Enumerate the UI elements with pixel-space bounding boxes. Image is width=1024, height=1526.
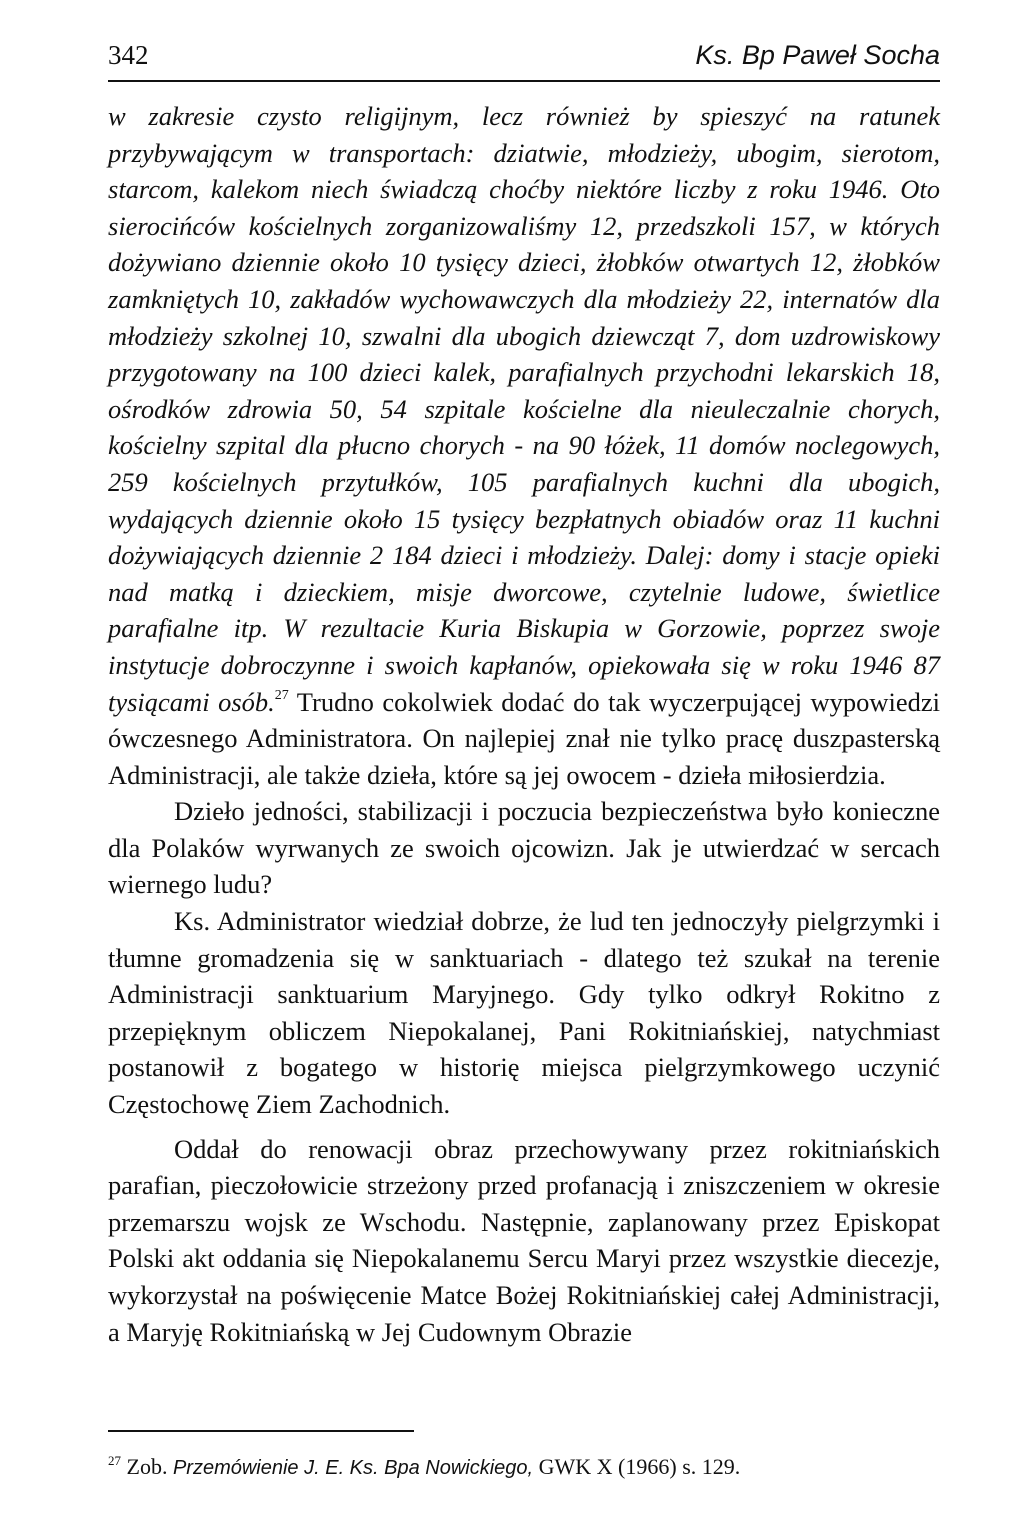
footnote-title: Przemówienie J. E. Ks. Bpa Nowickiego, <box>172 1457 534 1479</box>
footnote-number: 27 <box>108 1453 121 1468</box>
footnote-rule <box>108 1430 414 1432</box>
running-head: Ks. Bp Paweł Socha <box>695 40 940 70</box>
paragraph-4: Oddał do renowacji obraz przechowywany przez rokitniańskich parafian, pieczołowicie strzeżony przed profanacją i zniszczeniem w okresie przemarszu wojsk ze Wschodu. Następnie, zaplanowany przez Episkopat Polski akt oddania się Niepokalanemu Sercu Maryi przez wszystkie diecezje, wykorzystał na poświęcenie Matce Bożej Rokitniańskiej całej Administracji, a Maryję Rokitniańską w Jej Cudownym Obrazie <box>108 1133 940 1347</box>
header-rule <box>108 80 940 82</box>
paragraph-1 <box>108 98 940 793</box>
footnote-reference: 27 <box>274 687 289 703</box>
page-number: 342 <box>108 40 149 70</box>
paragraph-2: Dzieło jedności, stabilizacji i poczucia bezpieczeństwa było konieczne dla Polaków wyrwanych ze swoich ojcowizn. Jak je utwierdzać w sercach wiernego ludu? <box>108 796 940 900</box>
footnote <box>108 1453 940 1482</box>
page-header <box>108 40 940 76</box>
paragraph-1-continuation: Trudno cokolwiek dodać do tak wyczerpującej wypowiedzi ówczesnego Administratora. On najlepiej znał nie tylko pracę duszpasterską Administracji, ale także dzieła, które są jej owocem - dzieła miłosierdzia. <box>108 686 941 790</box>
main-text <box>108 98 940 1350</box>
footnote-prefix: Zob. <box>126 1454 173 1479</box>
quoted-passage: w zakresie czysto religijnym, lecz również by spieszyć na ratunek przybywającym w transportach: dziatwie, młodzieży, ubogim, sierotom, starcom, kalekom niech świadczą choćby niektóre liczby z roku 1946. Oto sierocińców kościelnych zorganizowaliśmy 12, przedszkoli 157, w których dożywiano dziennie około 10 tysięcy dzieci, żłobków otwartych 12, żłobków zamkniętych 10, zakładów wychowawczych dla młodzieży 22, internatów dla młodzieży szkolnej 10, szwalni dla ubogich dziewcząt 7, dom uzdrowiskowy przygotowany na 100 dzieci kalek, parafialnych przychodni lekarskich 18, ośrodków zdrowia 50, 54 szpitale kościelne dla nieuleczalnie chorych, kościelny szpital dla płucno chorych - na 90 łóżek, 11 domów noclegowych, 259 kościelnych przytułków, 105 parafialnych kuchni dla ubogich, wydających dziennie około 15 tysięcy bezpłatnych obiadów oraz 11 kuchni dożywiających dziennie 2 184 dzieci i młodzieży. Dalej: domy i stacje opieki nad matką i dzieckiem, misje dworcowe, czytelnie ludowe, świetlice parafialne itp. W rezultacie Kuria Biskupia w Gorzowie, poprzez swoje instytucje dobroczynne i swoich kapłanów, opiekowała się w roku 1946 87 tysiącami osób. <box>108 101 940 717</box>
footnote-suffix: GWK X (1966) s. 129. <box>533 1454 741 1479</box>
paragraph-3: Ks. Administrator wiedział dobrze, że lud ten jednoczyły pielgrzymki i tłumne gromadzenia się w sanktuariach - dlatego też szukał na terenie Administracji sanktuarium Maryjnego. Gdy tylko odkrył Rokitno z przepięknym obliczem Niepokalanej, Pani Rokitniańskiej, natychmiast postanowił z bogatego w historię miejsca pielgrzymkowego uczynić Częstochowę Ziem Zachodnich. <box>108 906 940 1120</box>
